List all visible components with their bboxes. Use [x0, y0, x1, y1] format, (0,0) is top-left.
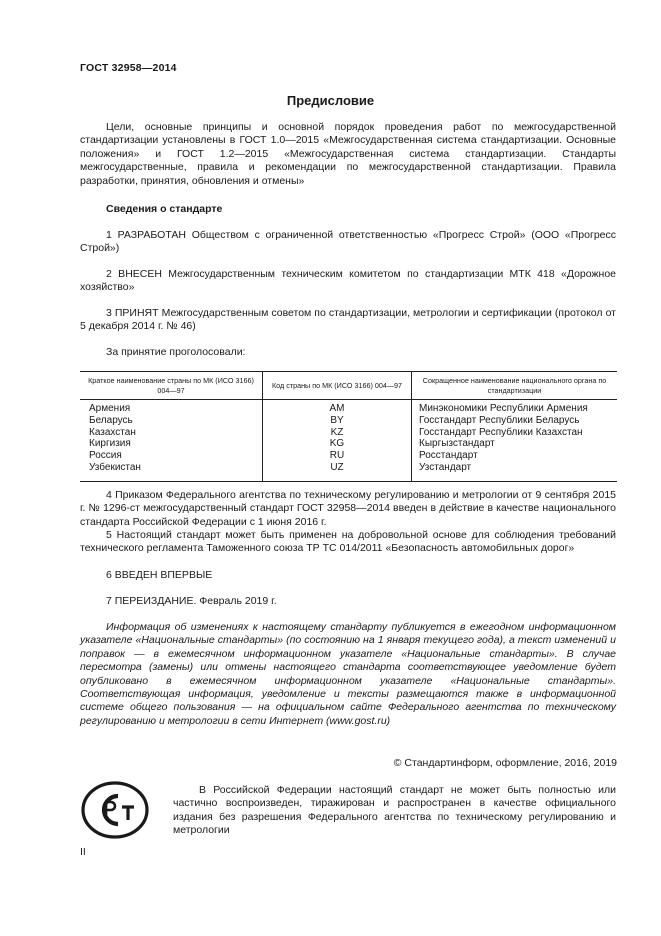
item-3-adopted: 3 ПРИНЯТ Межгосударственным советом по стандартизации, метрологии и сертификации (протокол от 5 декабря 2014 г. № 46)	[80, 307, 616, 333]
standards-body: Госстандарт Республики Беларусь	[412, 415, 618, 427]
table-row	[80, 450, 617, 462]
standards-body: Минэкономики Республики Армения	[412, 400, 618, 415]
item-7-reissue: 7 ПЕРЕИЗДАНИЕ. Февраль 2019 г.	[106, 595, 277, 607]
country-name: Беларусь	[89, 414, 133, 426]
country-code: KZ	[263, 427, 412, 439]
intro-paragraph: Цели, основные принципы и основной порядок проведения работ по межгосударственной стандартизации установлены в ГОСТ 1.0—2015 «Межгосударственная система стандартизации. Основные положения» и ГОСТ 1.2—2015 «Межгосударственная система стандартизации. Стандарты межгосударственные, правила и рекомендации по межгосударственной стандартизации. Правила разработки, принятия, обновления и отмены»	[80, 121, 616, 187]
standards-body: Росстандарт	[412, 450, 618, 462]
standards-body: Госстандарт Республики Казахстан	[412, 427, 618, 439]
page-title: Предисловие	[286, 93, 375, 108]
column-header-code: Код страны по МК (ИСО 3166) 004—97	[263, 372, 412, 400]
copyright-line: © Стандартинформ, оформление, 2016, 2019	[393, 757, 617, 769]
country-code: BY	[263, 415, 412, 427]
country-name: Узбекистан	[80, 462, 263, 481]
table-row	[80, 400, 617, 415]
country-name: Россия	[89, 450, 122, 462]
item-5-applicability: 5 Настоящий стандарт может быть применен на добровольной основе для соблюдения требований технического регламента Таможенного союза ТР ТС 014/2011 «Безопасность автомобильных дорог»	[80, 529, 616, 555]
table-row	[80, 415, 617, 427]
document-id-header: ГОСТ 32958—2014	[80, 62, 177, 74]
gost-r-certification-mark-icon	[80, 780, 150, 840]
country-code: RU	[263, 450, 412, 462]
table-header-row	[80, 372, 617, 400]
standard-info-heading: Сведения о стандарте	[106, 203, 223, 215]
voted-label: За принятие проголосовали:	[106, 346, 246, 358]
standards-body: Узстандарт	[412, 462, 618, 481]
country-code: UZ	[263, 462, 412, 481]
table-row	[80, 462, 617, 481]
table-row	[80, 427, 617, 439]
country-name: Казахстан	[89, 426, 136, 438]
standards-body: Кыргызстандарт	[412, 438, 618, 450]
page-number: II	[80, 846, 86, 858]
column-header-country: Краткое наименование страны по МК (ИСО 3166) 004—97	[80, 372, 263, 400]
item-6-introduced: 6 ВВЕДЕН ВПЕРВЫЕ	[106, 569, 213, 581]
item-1-developed: 1 РАЗРАБОТАН Обществом с ограниченной ответственностью «Прогресс Строй» (ООО «Прогресс Строй»)	[80, 229, 616, 255]
country-name: Киргизия	[89, 438, 131, 450]
amendments-info-note: Информация об изменениях к настоящему стандарту публикуется в ежегодном информационном указателе «Национальные стандарты» (по состоянию на 1 января текущего года), а текст изменений и поправок — в ежемесячном информационном указателе «Национальные стандарты». В случае пересмотра (замены) или отмены настоящего стандарта соответствующее уведомление будет опубликовано в ежемесячном информационном указателе «Национальные стандарты». Соответствующая информация, уведомление и тексты размещаются также в информационной системе общего пользования — на официальном сайте Федерального агентства по техническому регулированию и метрологии в сети Интернет (www.gost.ru)	[80, 621, 616, 727]
item-2-submitted: 2 ВНЕСЕН Межгосударственным техническим комитетом по стандартизации МТК 418 «Дорожное хозяйство»	[80, 268, 616, 294]
item-4-order: 4 Приказом Федерального агентства по техническому регулированию и метрологии от 9 сентября 2015 г. № 1296-ст межгосударственный стандарт ГОСТ 32958—2014 введен в действие в качестве национального стандарта Российской Федерации с 1 июня 2016 г.	[80, 489, 616, 528]
column-header-body: Сокращенное наименование национального органа по стандартизации	[412, 372, 618, 400]
voting-countries-table	[80, 371, 617, 482]
reproduction-notice: В Российской Федерации настоящий стандарт не может быть полностью или частично воспроизведен, тиражирован и распространен в качестве официального издания без разрешения Федерального агентства по техническому регулированию и метрологии	[173, 784, 616, 837]
country-name: Армения	[89, 403, 131, 414]
country-code: KG	[263, 438, 412, 450]
table-row	[80, 438, 617, 450]
country-code: AM	[263, 400, 412, 415]
